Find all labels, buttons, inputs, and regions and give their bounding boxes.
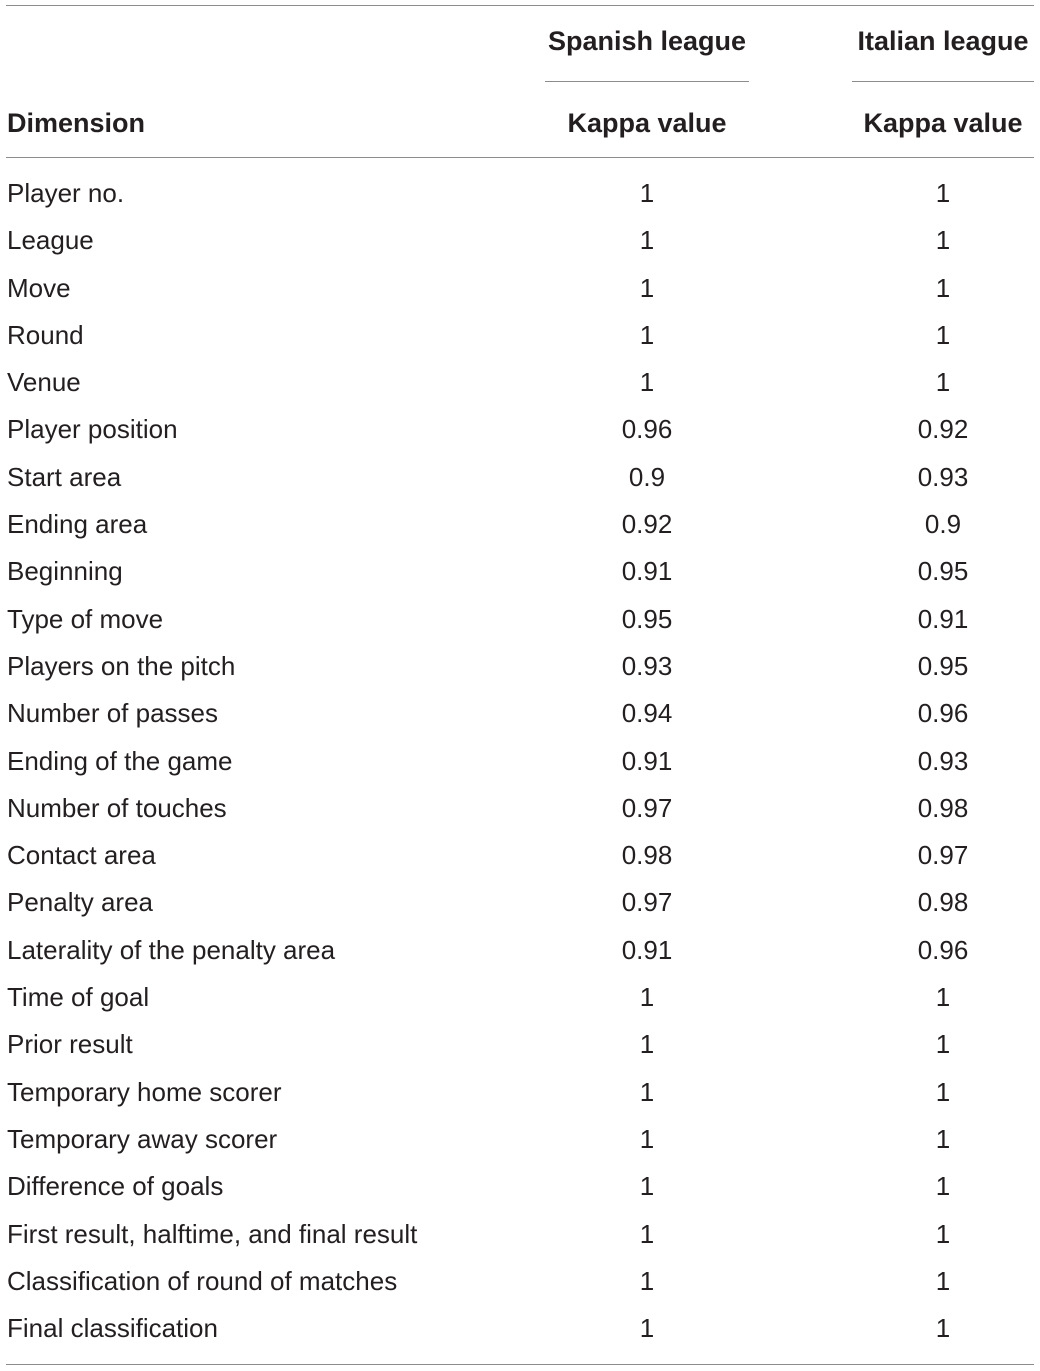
dimension-cell: Final classification bbox=[7, 1313, 218, 1344]
spanish-kappa-cell: 0.97 bbox=[621, 792, 673, 823]
spanish-kappa-cell: 0.93 bbox=[621, 650, 673, 681]
italian-kappa-cell: 1 bbox=[935, 1265, 951, 1296]
table-row bbox=[0, 785, 1040, 832]
italian-kappa-cell: 0.91 bbox=[917, 603, 969, 634]
italian-kappa-cell: 0.93 bbox=[917, 461, 969, 492]
spanish-league-group-header: Spanish league bbox=[547, 26, 747, 56]
dimension-cell: Contact area bbox=[7, 840, 156, 871]
dimension-cell: Start area bbox=[7, 461, 122, 492]
italian-kappa-cell: 1 bbox=[935, 1171, 951, 1202]
dimension-cell: Number of passes bbox=[7, 698, 218, 729]
italian-kappa-cell: 0.98 bbox=[917, 792, 969, 823]
table-row bbox=[0, 1211, 1040, 1258]
table-row bbox=[0, 1258, 1040, 1305]
spanish-kappa-cell: 0.91 bbox=[621, 934, 673, 965]
italian-kappa-cell: 1 bbox=[935, 1029, 951, 1060]
italian-kappa-cell: 1 bbox=[935, 1076, 951, 1107]
dimension-cell: Temporary home scorer bbox=[7, 1076, 282, 1107]
dimension-cell: Ending area bbox=[7, 509, 148, 540]
table-row bbox=[0, 738, 1040, 785]
spanish-kappa-cell: 1 bbox=[639, 319, 655, 350]
dimension-cell: Prior result bbox=[7, 1029, 133, 1060]
table-row bbox=[0, 643, 1040, 690]
italian-kappa-cell: 0.98 bbox=[917, 887, 969, 918]
italian-kappa-cell: 1 bbox=[935, 1123, 951, 1154]
dimension-cell: Round bbox=[7, 319, 84, 350]
dimension-cell: Players on the pitch bbox=[7, 650, 236, 681]
italian-kappa-cell: 1 bbox=[935, 225, 951, 256]
table-row bbox=[0, 406, 1040, 453]
italian-kappa-column-header: Kappa value bbox=[863, 108, 1023, 138]
spanish-kappa-column-header: Kappa value bbox=[567, 108, 727, 138]
italian-kappa-cell: 0.95 bbox=[917, 650, 969, 681]
spanish-kappa-cell: 1 bbox=[639, 367, 655, 398]
dimension-cell: Laterality of the penalty area bbox=[7, 934, 336, 965]
dimension-cell: League bbox=[7, 225, 94, 256]
table-row bbox=[0, 1116, 1040, 1163]
dimension-cell: Venue bbox=[7, 367, 81, 398]
italian-kappa-cell: 1 bbox=[935, 367, 951, 398]
spanish-kappa-cell: 1 bbox=[639, 1123, 655, 1154]
spanish-kappa-cell: 0.98 bbox=[621, 840, 673, 871]
italian-kappa-cell: 1 bbox=[935, 982, 951, 1013]
italian-kappa-cell: 1 bbox=[935, 272, 951, 303]
table-row bbox=[0, 596, 1040, 643]
table-row bbox=[0, 879, 1040, 926]
italian-kappa-cell: 1 bbox=[935, 319, 951, 350]
spanish-kappa-cell: 0.96 bbox=[621, 414, 673, 445]
dimension-cell: Player no. bbox=[7, 178, 125, 208]
spanish-kappa-cell: 0.97 bbox=[621, 887, 673, 918]
italian-league-group-header: Italian league bbox=[857, 26, 1029, 56]
spanish-kappa-cell: 1 bbox=[639, 1076, 655, 1107]
dimension-cell: Ending of the game bbox=[7, 745, 233, 776]
table-row bbox=[0, 832, 1040, 879]
table-header-rule bbox=[6, 157, 1034, 158]
dimension-cell: Penalty area bbox=[7, 887, 153, 918]
table-row bbox=[0, 501, 1040, 548]
spanish-kappa-cell: 1 bbox=[639, 1265, 655, 1296]
table-row bbox=[0, 170, 1040, 217]
dimension-cell: Classification of round of matches bbox=[7, 1265, 398, 1296]
dimension-cell: Beginning bbox=[7, 556, 123, 587]
table-body bbox=[0, 170, 1040, 1352]
table-row bbox=[0, 974, 1040, 1021]
dimension-cell: Temporary away scorer bbox=[7, 1123, 278, 1154]
table-row bbox=[0, 690, 1040, 737]
italian-kappa-cell: 0.93 bbox=[917, 745, 969, 776]
spanish-kappa-cell: 0.95 bbox=[621, 603, 673, 634]
spanish-kappa-cell: 0.9 bbox=[628, 461, 666, 492]
italian-kappa-cell: 0.96 bbox=[917, 698, 969, 729]
italian-league-group-underline bbox=[852, 81, 1034, 82]
table-row bbox=[0, 1163, 1040, 1210]
table-row bbox=[0, 1021, 1040, 1068]
spanish-kappa-cell: 1 bbox=[639, 1171, 655, 1202]
spanish-kappa-cell: 1 bbox=[639, 982, 655, 1013]
dimension-cell: Difference of goals bbox=[7, 1171, 224, 1202]
dimension-cell: Time of goal bbox=[7, 982, 150, 1013]
spanish-kappa-cell: 0.91 bbox=[621, 556, 673, 587]
spanish-league-group-underline bbox=[545, 81, 749, 82]
table-row bbox=[0, 548, 1040, 595]
spanish-kappa-cell: 1 bbox=[639, 1313, 655, 1344]
dimension-cell: First result, halftime, and final result bbox=[7, 1218, 418, 1249]
dimension-cell: Type of move bbox=[7, 603, 164, 634]
table-row bbox=[0, 312, 1040, 359]
italian-kappa-cell: 0.97 bbox=[917, 840, 969, 871]
italian-kappa-cell: 1 bbox=[935, 1313, 951, 1344]
spanish-kappa-cell: 0.94 bbox=[621, 698, 673, 729]
spanish-kappa-cell: 1 bbox=[639, 1218, 655, 1249]
italian-kappa-cell: 0.9 bbox=[924, 509, 962, 540]
spanish-kappa-cell: 1 bbox=[639, 225, 655, 256]
spanish-kappa-cell: 1 bbox=[639, 178, 655, 208]
table-top-rule bbox=[6, 5, 1034, 6]
spanish-kappa-cell: 0.92 bbox=[621, 509, 673, 540]
table-row bbox=[0, 217, 1040, 264]
table-bottom-rule bbox=[6, 1364, 1034, 1365]
dimension-column-header: Dimension bbox=[7, 108, 146, 138]
table-row bbox=[0, 359, 1040, 406]
italian-kappa-cell: 0.95 bbox=[917, 556, 969, 587]
table-row bbox=[0, 265, 1040, 312]
italian-kappa-cell: 1 bbox=[935, 1218, 951, 1249]
table-row bbox=[0, 927, 1040, 974]
italian-kappa-cell: 0.96 bbox=[917, 934, 969, 965]
table-row bbox=[0, 1305, 1040, 1352]
spanish-kappa-cell: 0.91 bbox=[621, 745, 673, 776]
dimension-cell: Move bbox=[7, 272, 71, 303]
dimension-cell: Player position bbox=[7, 414, 178, 445]
dimension-cell: Number of touches bbox=[7, 792, 227, 823]
italian-kappa-cell: 1 bbox=[935, 178, 951, 208]
spanish-kappa-cell: 1 bbox=[639, 1029, 655, 1060]
table-row bbox=[0, 454, 1040, 501]
table-row bbox=[0, 1069, 1040, 1116]
spanish-kappa-cell: 1 bbox=[639, 272, 655, 303]
italian-kappa-cell: 0.92 bbox=[917, 414, 969, 445]
